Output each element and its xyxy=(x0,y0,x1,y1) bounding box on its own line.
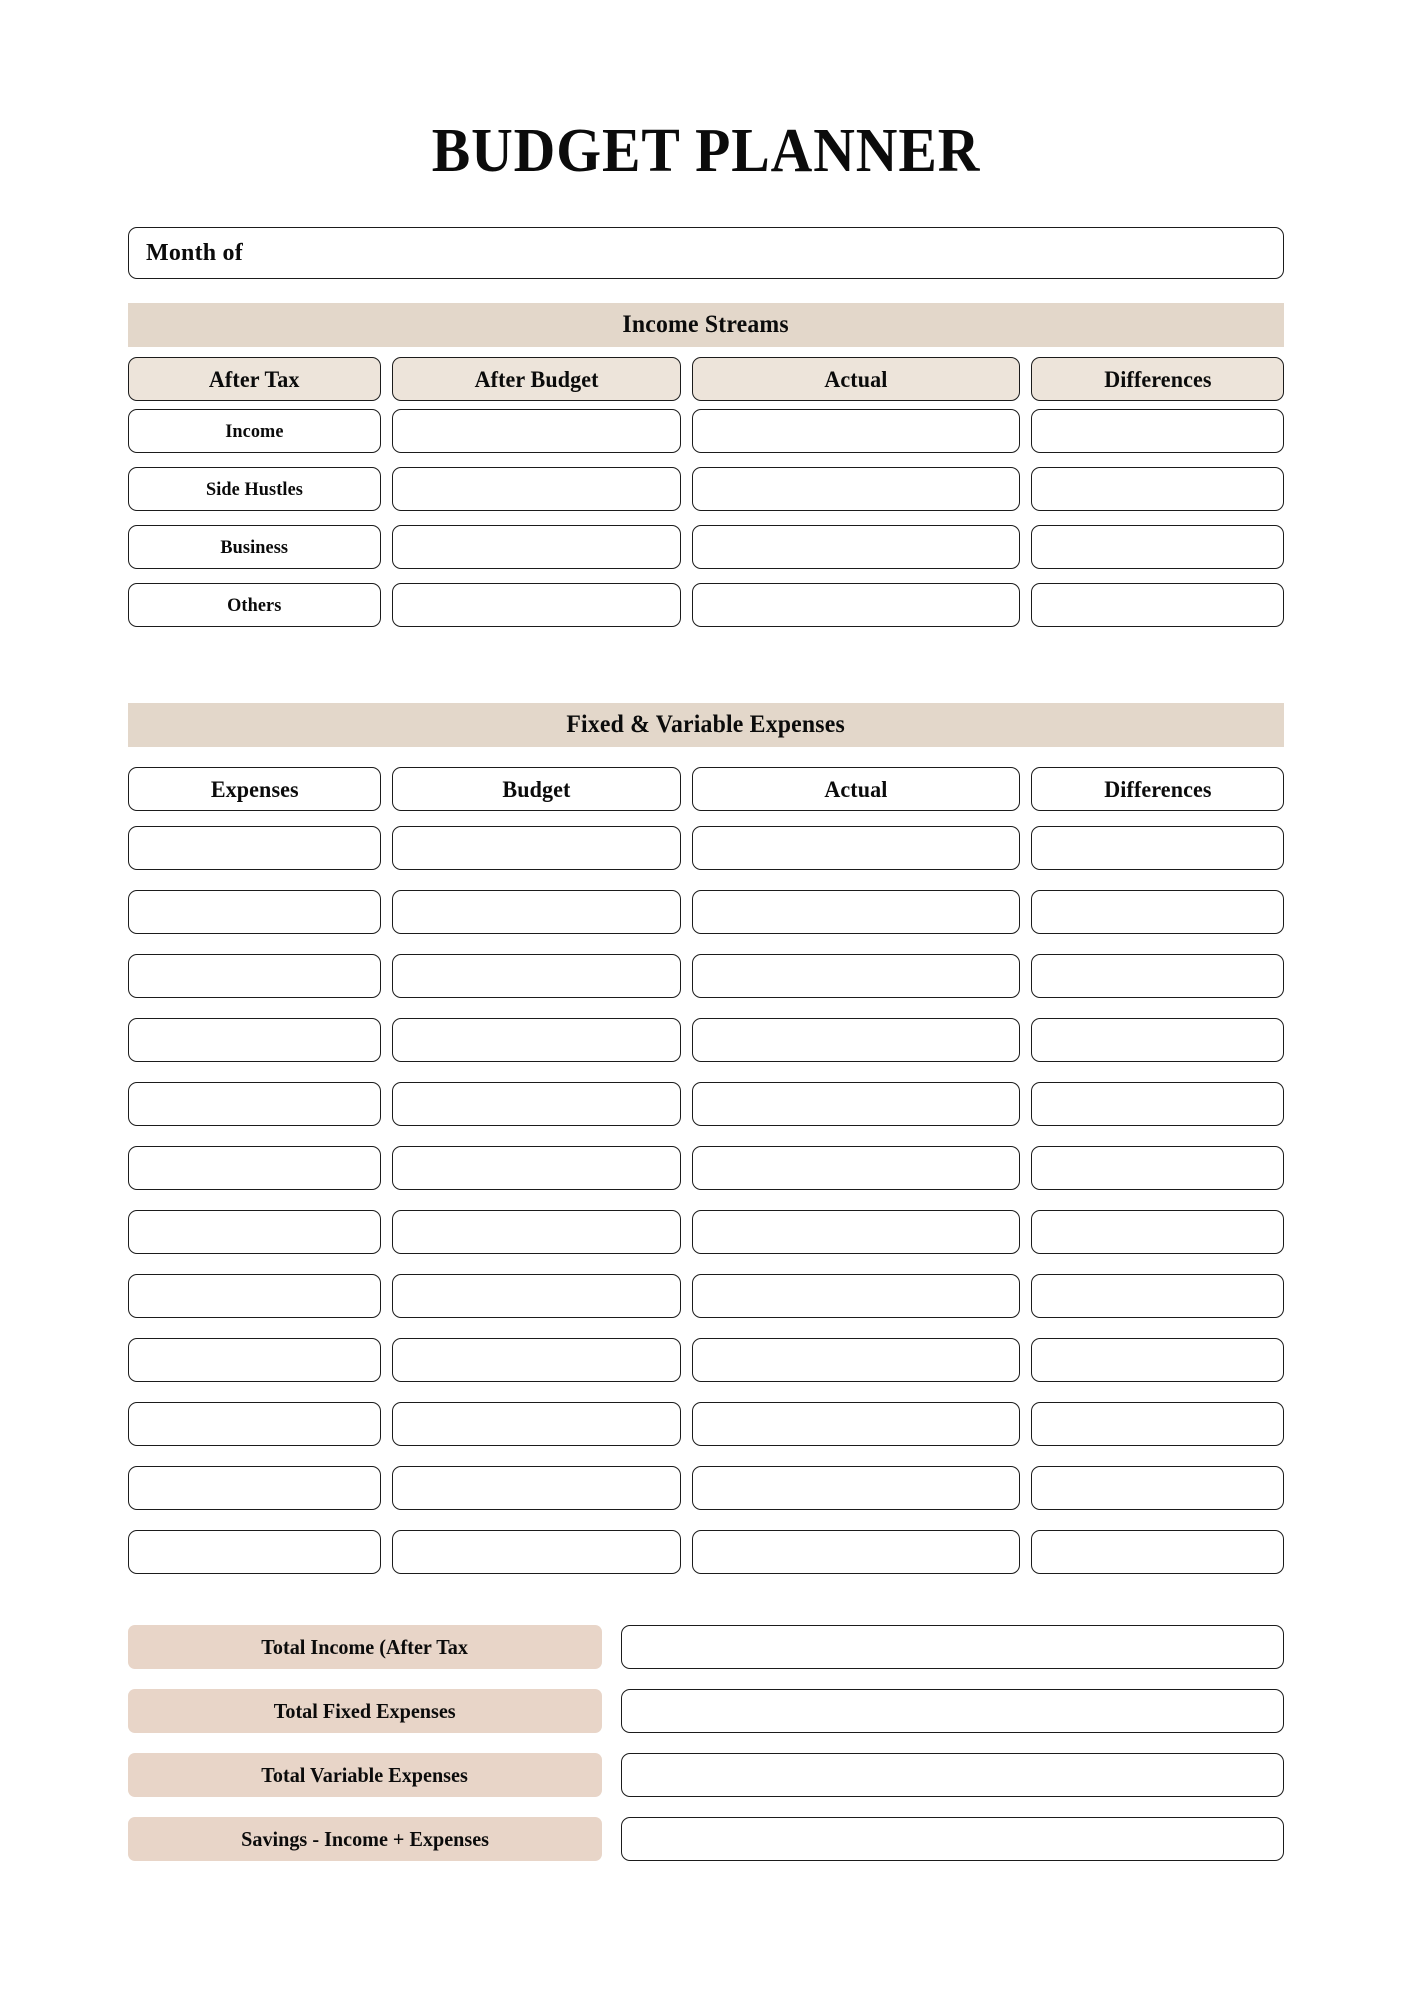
expenses-col-header-budget xyxy=(392,767,681,811)
expense-input-differences-7[interactable] xyxy=(1031,1274,1284,1318)
col-gap xyxy=(681,409,692,453)
table-row xyxy=(128,954,1284,998)
col-gap xyxy=(1020,409,1031,453)
income-input-actual-1[interactable] xyxy=(692,467,1020,511)
col-gap xyxy=(381,357,392,401)
expense-input-budget-10[interactable] xyxy=(392,1466,681,1510)
expense-input-budget-3[interactable] xyxy=(392,1018,681,1062)
col-gap xyxy=(681,1530,692,1574)
table-row xyxy=(128,826,1284,870)
expense-input-budget-5[interactable] xyxy=(392,1146,681,1190)
col-gap xyxy=(1020,1530,1031,1574)
expense-input-actual-7[interactable] xyxy=(692,1274,1020,1318)
col-gap xyxy=(681,1210,692,1254)
expense-input-budget-11[interactable] xyxy=(392,1530,681,1574)
col-gap xyxy=(381,954,392,998)
col-gap xyxy=(1020,1402,1031,1446)
income-input-differences-2[interactable] xyxy=(1031,525,1284,569)
income-row-label-text-1: Side Hustles xyxy=(206,478,303,500)
total-gap xyxy=(602,1817,621,1861)
expense-input-budget-7[interactable] xyxy=(392,1274,681,1318)
total-label-3 xyxy=(128,1817,602,1861)
income-input-differences-1[interactable] xyxy=(1031,467,1284,511)
col-gap xyxy=(381,1274,392,1318)
col-gap xyxy=(1020,357,1031,401)
expense-input-differences-0[interactable] xyxy=(1031,826,1284,870)
income-col-header-actual xyxy=(692,357,1020,401)
expense-input-actual-10[interactable] xyxy=(692,1466,1020,1510)
income-input-actual-3[interactable] xyxy=(692,583,1020,627)
income-streams-banner xyxy=(128,303,1284,347)
expense-input-actual-0[interactable] xyxy=(692,826,1020,870)
expense-input-budget-4[interactable] xyxy=(392,1082,681,1126)
table-row xyxy=(128,409,1284,453)
income-input-after-budget-1[interactable] xyxy=(392,467,681,511)
col-gap xyxy=(1020,583,1031,627)
income-row-label-0[interactable] xyxy=(128,409,381,453)
table-row xyxy=(128,1082,1284,1126)
income-col-header-differences xyxy=(1031,357,1284,401)
expense-input-actual-9[interactable] xyxy=(692,1402,1020,1446)
col-gap xyxy=(1020,826,1031,870)
col-gap xyxy=(1020,954,1031,998)
income-row-label-text-2: Business xyxy=(220,536,289,558)
expense-input-budget-2[interactable] xyxy=(392,954,681,998)
expenses-banner xyxy=(128,703,1284,747)
expense-input-expense-6[interactable] xyxy=(128,1210,381,1254)
expense-input-budget-6[interactable] xyxy=(392,1210,681,1254)
expense-input-expense-5[interactable] xyxy=(128,1146,381,1190)
total-label-1 xyxy=(128,1689,602,1733)
expense-input-budget-1[interactable] xyxy=(392,890,681,934)
table-row xyxy=(128,1018,1284,1062)
col-gap xyxy=(681,1466,692,1510)
page-title: BUDGET PLANNER xyxy=(431,117,981,185)
table-row xyxy=(128,1274,1284,1318)
total-label-text-3: Savings - Income + Expenses xyxy=(241,1826,489,1851)
table-row xyxy=(128,1402,1284,1446)
total-value-input-2[interactable] xyxy=(621,1753,1284,1797)
table-row xyxy=(128,1146,1284,1190)
expense-input-actual-1[interactable] xyxy=(692,890,1020,934)
col-gap xyxy=(1020,1210,1031,1254)
col-gap xyxy=(681,1274,692,1318)
expenses-header-row xyxy=(128,767,1284,811)
income-row-label-text-3: Others xyxy=(227,594,282,616)
col-gap xyxy=(381,467,392,511)
expenses-col-header-expenses xyxy=(128,767,381,811)
income-row-label-1[interactable] xyxy=(128,467,381,511)
total-value-input-1[interactable] xyxy=(621,1689,1284,1733)
expense-input-actual-5[interactable] xyxy=(692,1146,1020,1190)
expense-input-differences-5[interactable] xyxy=(1031,1146,1284,1190)
table-row xyxy=(128,890,1284,934)
col-gap xyxy=(681,467,692,511)
col-gap xyxy=(681,583,692,627)
col-gap xyxy=(381,1402,392,1446)
income-input-actual-0[interactable] xyxy=(692,409,1020,453)
table-row xyxy=(128,525,1284,569)
income-row-label-2[interactable] xyxy=(128,525,381,569)
total-gap xyxy=(602,1753,621,1797)
expense-input-differences-9[interactable] xyxy=(1031,1402,1284,1446)
col-gap xyxy=(1020,525,1031,569)
expense-input-budget-8[interactable] xyxy=(392,1338,681,1382)
totals-row xyxy=(128,1817,1284,1861)
income-col-header-differences-label: Differences xyxy=(1103,366,1212,392)
totals-row xyxy=(128,1753,1284,1797)
income-input-after-budget-3[interactable] xyxy=(392,583,681,627)
col-gap xyxy=(1020,767,1031,811)
table-row xyxy=(128,467,1284,511)
col-gap xyxy=(381,1018,392,1062)
expense-input-expense-8[interactable] xyxy=(128,1338,381,1382)
income-col-header-after-tax xyxy=(128,357,381,401)
col-gap xyxy=(1020,1082,1031,1126)
expense-input-actual-2[interactable] xyxy=(692,954,1020,998)
col-gap xyxy=(681,767,692,811)
col-gap xyxy=(381,890,392,934)
income-input-actual-2[interactable] xyxy=(692,525,1020,569)
total-gap xyxy=(602,1625,621,1669)
month-of-label: Month of xyxy=(146,239,243,266)
expense-input-expense-1[interactable] xyxy=(128,890,381,934)
total-value-input-0[interactable] xyxy=(621,1625,1284,1669)
totals-row xyxy=(128,1689,1284,1733)
expenses-banner-label: Fixed & Variable Expenses xyxy=(566,711,846,738)
col-gap xyxy=(681,954,692,998)
income-header-row xyxy=(128,357,1284,401)
income-row-label-text-0: Income xyxy=(225,420,284,442)
expense-input-budget-0[interactable] xyxy=(392,826,681,870)
expense-input-differences-10[interactable] xyxy=(1031,1466,1284,1510)
income-row-label-3[interactable] xyxy=(128,583,381,627)
table-row xyxy=(128,1466,1284,1510)
col-gap xyxy=(381,583,392,627)
expenses-col-header-actual xyxy=(692,767,1020,811)
expense-input-expense-10[interactable] xyxy=(128,1466,381,1510)
income-input-differences-0[interactable] xyxy=(1031,409,1284,453)
expenses-col-header-budget-label: Budget xyxy=(502,776,571,802)
expense-input-actual-4[interactable] xyxy=(692,1082,1020,1126)
col-gap xyxy=(1020,1018,1031,1062)
expense-input-differences-6[interactable] xyxy=(1031,1210,1284,1254)
col-gap xyxy=(381,826,392,870)
total-value-input-3[interactable] xyxy=(621,1817,1284,1861)
col-gap xyxy=(681,1082,692,1126)
expense-input-expense-0[interactable] xyxy=(128,826,381,870)
income-col-header-after-budget-label: After Budget xyxy=(474,366,599,392)
month-of-field[interactable] xyxy=(128,227,1284,279)
col-gap xyxy=(381,409,392,453)
table-row xyxy=(128,1210,1284,1254)
income-col-header-actual-label: Actual xyxy=(824,366,888,392)
col-gap xyxy=(381,1338,392,1382)
expense-input-actual-8[interactable] xyxy=(692,1338,1020,1382)
total-label-text-1: Total Fixed Expenses xyxy=(274,1698,456,1723)
expenses-col-header-expenses-label: Expenses xyxy=(210,776,299,802)
col-gap xyxy=(681,1402,692,1446)
expense-input-actual-6[interactable] xyxy=(692,1210,1020,1254)
income-streams-banner-label: Income Streams xyxy=(622,311,790,338)
income-col-header-after-tax-label: After Tax xyxy=(209,366,300,392)
col-gap xyxy=(1020,1146,1031,1190)
expense-input-differences-8[interactable] xyxy=(1031,1338,1284,1382)
total-label-0 xyxy=(128,1625,602,1669)
expense-input-differences-4[interactable] xyxy=(1031,1082,1284,1126)
expense-input-expense-3[interactable] xyxy=(128,1018,381,1062)
expense-input-differences-1[interactable] xyxy=(1031,890,1284,934)
table-row xyxy=(128,1530,1284,1574)
expenses-col-header-differences-label: Differences xyxy=(1103,776,1212,802)
income-input-differences-3[interactable] xyxy=(1031,583,1284,627)
col-gap xyxy=(681,1146,692,1190)
expense-input-expense-2[interactable] xyxy=(128,954,381,998)
col-gap xyxy=(1020,1274,1031,1318)
total-label-2 xyxy=(128,1753,602,1797)
col-gap xyxy=(1020,890,1031,934)
col-gap xyxy=(681,357,692,401)
table-row xyxy=(128,583,1284,627)
col-gap xyxy=(681,826,692,870)
col-gap xyxy=(681,525,692,569)
expense-input-budget-9[interactable] xyxy=(392,1402,681,1446)
expense-input-expense-4[interactable] xyxy=(128,1082,381,1126)
expense-input-differences-11[interactable] xyxy=(1031,1530,1284,1574)
col-gap xyxy=(381,1466,392,1510)
expense-input-expense-9[interactable] xyxy=(128,1402,381,1446)
table-row xyxy=(128,1338,1284,1382)
col-gap xyxy=(381,767,392,811)
col-gap xyxy=(681,1018,692,1062)
col-gap xyxy=(1020,1466,1031,1510)
expense-input-actual-3[interactable] xyxy=(692,1018,1020,1062)
col-gap xyxy=(381,1530,392,1574)
col-gap xyxy=(381,525,392,569)
expense-input-differences-2[interactable] xyxy=(1031,954,1284,998)
expense-input-actual-11[interactable] xyxy=(692,1530,1020,1574)
income-input-after-budget-0[interactable] xyxy=(392,409,681,453)
expense-input-differences-3[interactable] xyxy=(1031,1018,1284,1062)
col-gap xyxy=(381,1082,392,1126)
col-gap xyxy=(381,1146,392,1190)
totals-row xyxy=(128,1625,1284,1669)
col-gap xyxy=(381,1210,392,1254)
total-label-text-2: Total Variable Expenses xyxy=(261,1762,469,1787)
total-gap xyxy=(602,1689,621,1733)
income-col-header-after-budget xyxy=(392,357,681,401)
col-gap xyxy=(1020,467,1031,511)
expense-input-expense-11[interactable] xyxy=(128,1530,381,1574)
expenses-col-header-actual-label: Actual xyxy=(824,776,888,802)
col-gap xyxy=(681,1338,692,1382)
income-input-after-budget-2[interactable] xyxy=(392,525,681,569)
col-gap xyxy=(681,890,692,934)
col-gap xyxy=(1020,1338,1031,1382)
expense-input-expense-7[interactable] xyxy=(128,1274,381,1318)
total-label-text-0: Total Income (After Tax xyxy=(261,1634,469,1659)
expenses-col-header-differences xyxy=(1031,767,1284,811)
